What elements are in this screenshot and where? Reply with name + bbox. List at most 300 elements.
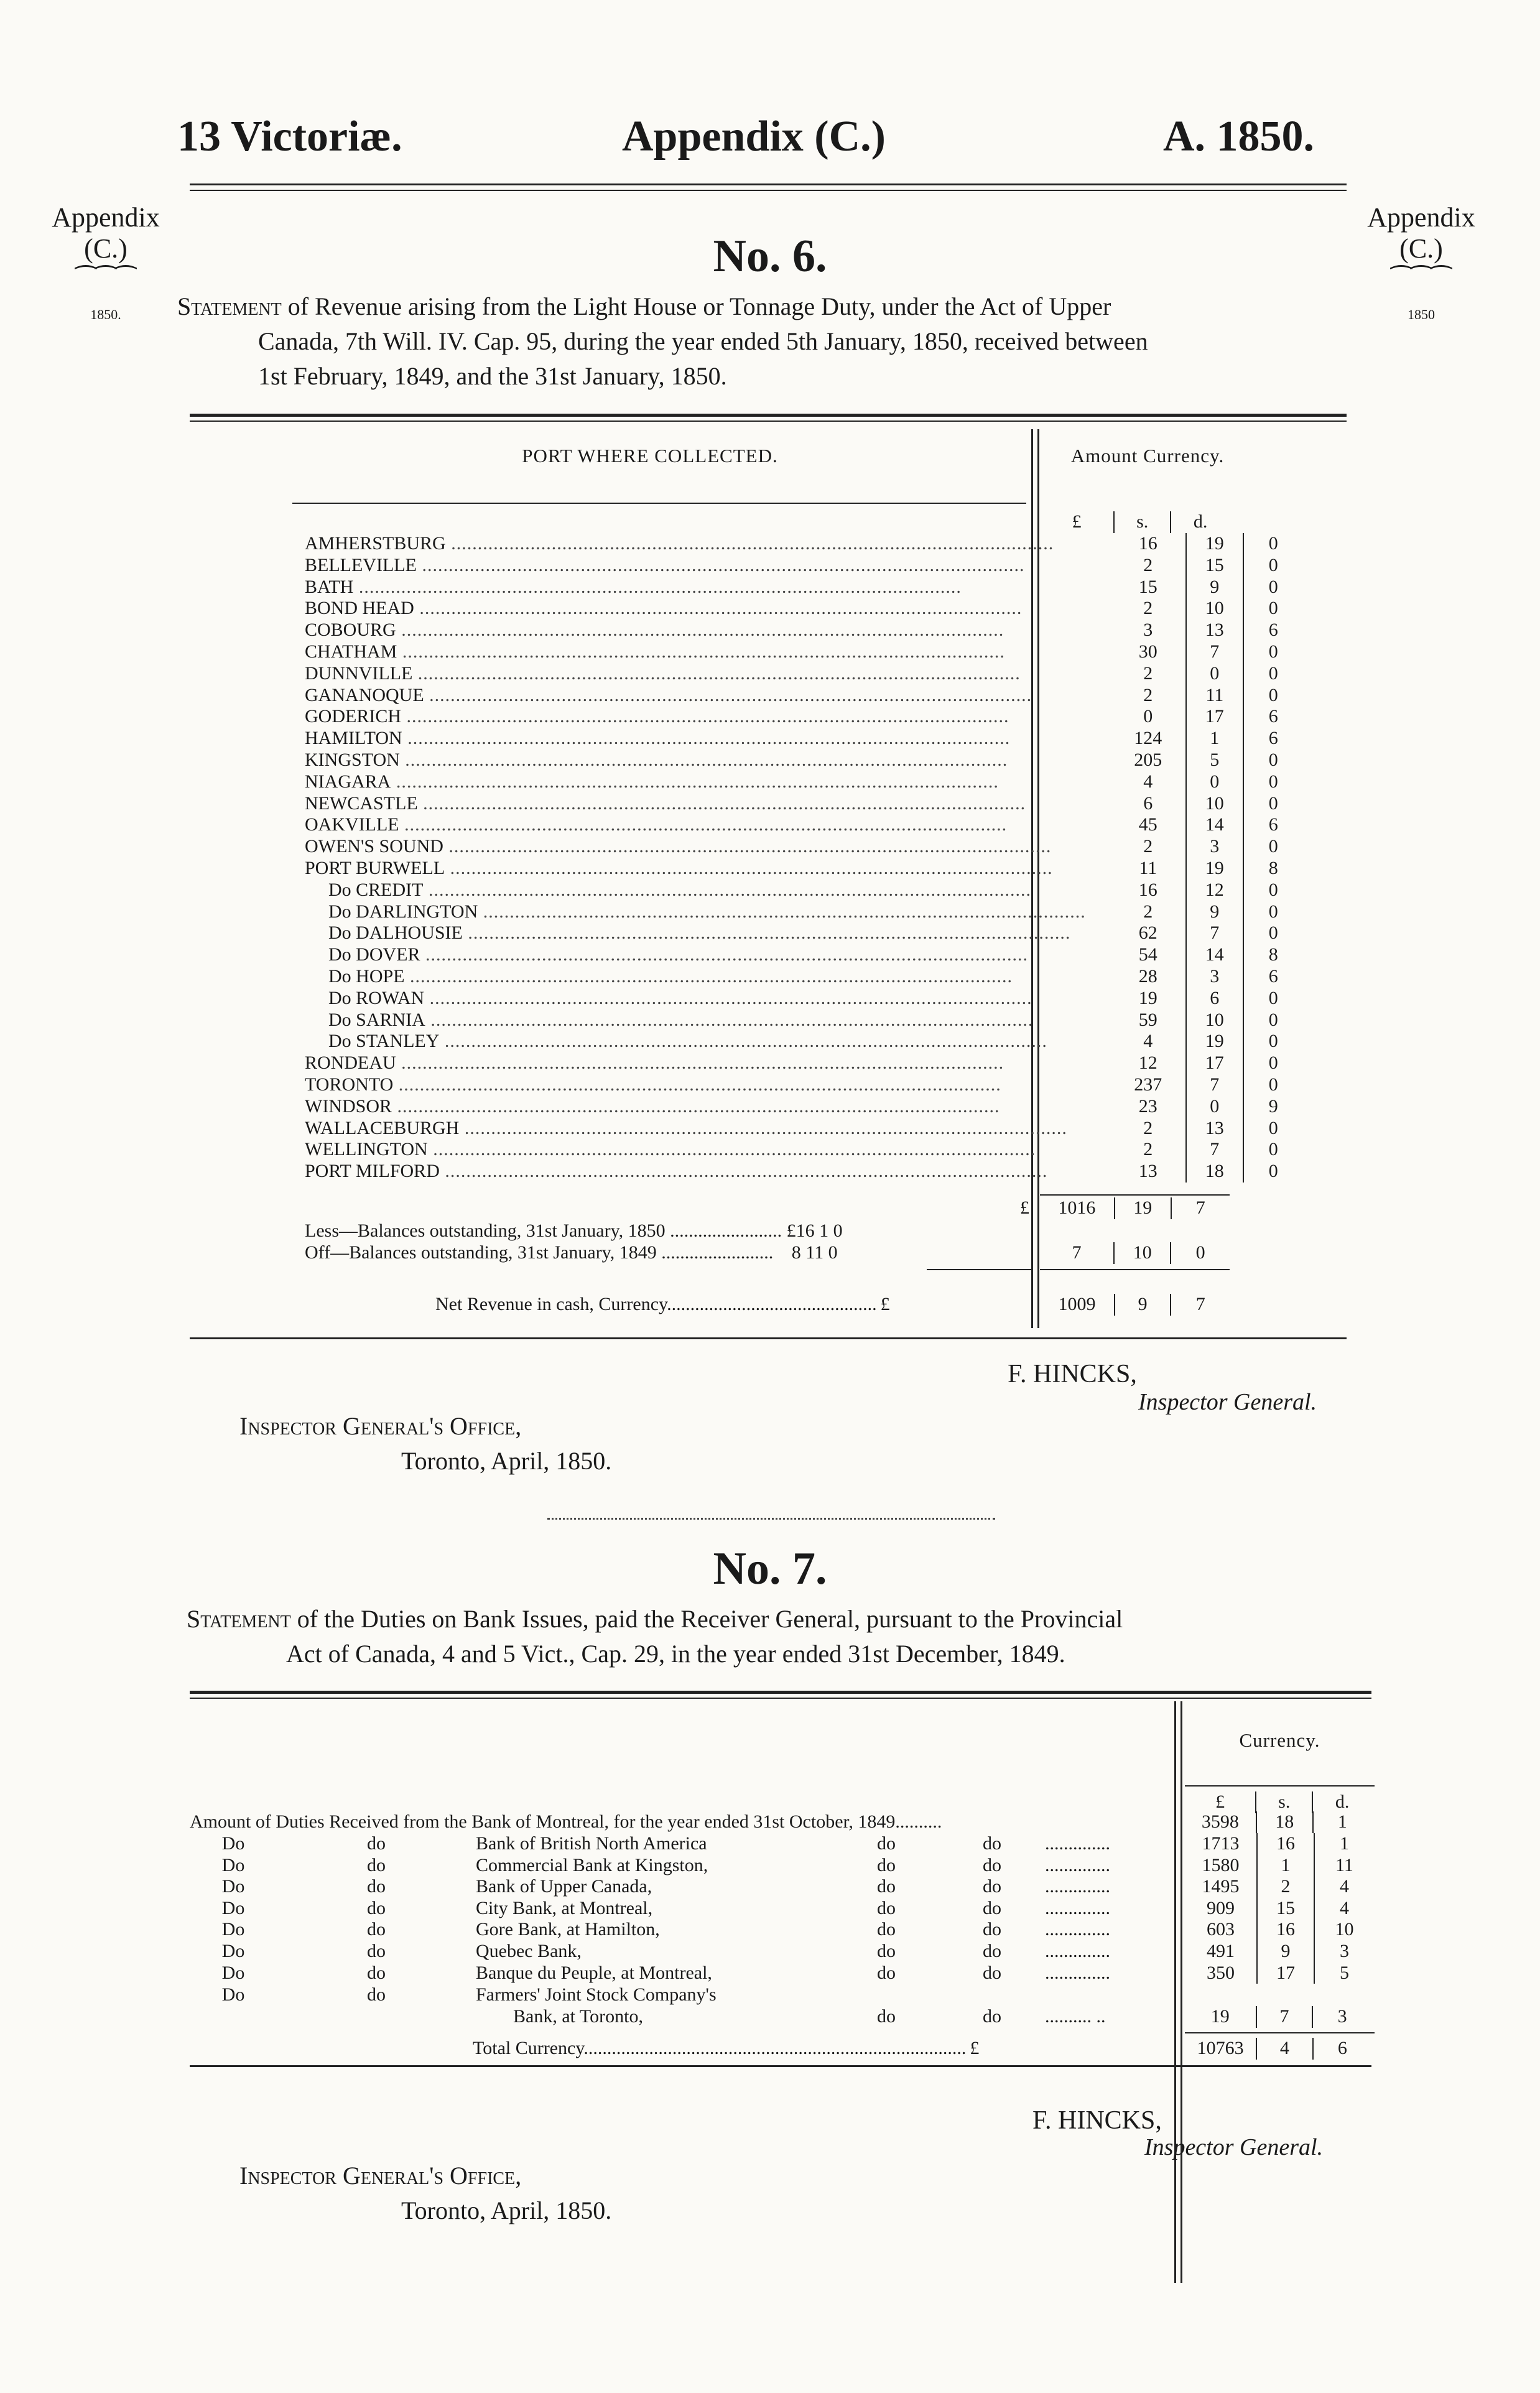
statement7-signature: F. HINCKS, (1032, 2106, 1162, 2135)
port-row (305, 533, 1303, 555)
margin-right-sub: (C.) (1399, 233, 1443, 264)
bank-c1: Do (221, 1962, 245, 1983)
statement7-total-label: Total Currency (473, 2038, 584, 2058)
port-pounds: 11 (1139, 857, 1157, 878)
port-row (305, 598, 1303, 620)
port-name (305, 880, 1086, 901)
statement7-total-symbol: £ (970, 2038, 980, 2058)
leader-dots: .................................................................................................................. (420, 944, 1028, 965)
port-row (305, 771, 1303, 793)
port-shillings: 19 (1186, 1031, 1243, 1052)
port-pounds: 0 (1143, 706, 1153, 727)
port-name (305, 793, 1086, 815)
swash-ornament-icon: ⁀⁀⁀ (75, 266, 136, 294)
bank-row (190, 1898, 1374, 1920)
bank-c5: do (983, 1833, 1001, 1854)
leader-dots: .................................................................................................................. (439, 1031, 1047, 1052)
statement6-caption-line3: 1st February, 1849, and the 31st January, 1850. (258, 362, 727, 390)
port-shillings: 1 (1186, 728, 1243, 750)
leader-dots: .............. (1045, 1940, 1110, 1961)
leader-dots: .................................................................................................................. (401, 706, 1009, 727)
statement7-office-line1: Inspector General's Office, (239, 2162, 522, 2190)
leader-dots: .............. (1045, 1962, 1110, 1983)
less-label: Less—Balances outstanding, 31st January, 1850 (305, 1220, 666, 1241)
port-pence: 0 (1243, 1139, 1303, 1161)
bank-pence: 4 (1314, 1898, 1374, 1920)
leader-dots: .................................................................................................................. (397, 641, 1005, 662)
bank-c5: do (983, 1940, 1001, 1961)
net-label: Net Revenue in cash, Currency (435, 1294, 667, 1314)
statement7-top-rule-thin (190, 1698, 1371, 1699)
port-shillings: 7 (1186, 1139, 1243, 1161)
farmers-line2: Bank, at Toronto, (513, 2005, 643, 2027)
port-shillings: 19 (1186, 533, 1243, 555)
header-rule-thin (190, 190, 1347, 191)
diff-pounds: 7 (1072, 1242, 1082, 1263)
port-name (305, 598, 1086, 620)
port-name (305, 858, 1086, 880)
units-pounds: £ (1072, 511, 1082, 532)
port-name (305, 750, 1086, 771)
port-shillings: 15 (1186, 555, 1243, 577)
statement6-caption (177, 289, 1359, 394)
port-row (305, 858, 1303, 880)
port-shillings: 0 (1186, 1096, 1243, 1118)
bank-montreal-pence: 1 (1313, 1811, 1371, 1833)
bank-c5: do (983, 1919, 1001, 1940)
farmers-line1: Farmers' Joint Stock Company's (476, 1984, 717, 2005)
port-name (305, 1118, 1086, 1140)
total-symbol: £ (1020, 1197, 1029, 1218)
statement7-office-line2: Toronto, April, 1850. (401, 2196, 612, 2224)
port-pence: 0 (1243, 1031, 1303, 1052)
port-name-text: Do SARNIA (328, 1009, 425, 1030)
bank-pounds: 491 (1207, 1940, 1235, 1961)
bank-pounds: 1580 (1202, 1854, 1240, 1875)
port-pence: 0 (1243, 1074, 1303, 1096)
leader-dots: .................................................................................................................. (424, 987, 1032, 1008)
statement7-signature-title: Inspector General. (1144, 2134, 1324, 2160)
port-row (305, 880, 1303, 901)
leader-dots: .............. (1045, 1919, 1110, 1940)
port-row (305, 620, 1303, 641)
port-shillings: 9 (1186, 901, 1243, 923)
port-row (305, 1096, 1303, 1118)
units7-pence: d. (1312, 1791, 1371, 1813)
leader-dots: .................................................................................................................. (402, 728, 1011, 749)
port-shillings: 7 (1186, 641, 1243, 663)
port-name (305, 706, 1086, 728)
port-pence: 0 (1243, 1052, 1303, 1074)
port-row (305, 577, 1303, 598)
statement6-office (239, 1409, 611, 1479)
port-pounds: 237 (1134, 1074, 1162, 1095)
bank-pence: 11 (1314, 1855, 1374, 1877)
bank-farmers-pence: 3 (1312, 2006, 1371, 2028)
bank-row-montreal: Amount of Duties Received from the Bank of Montreal, for the year ended 31st October, 1849.......... (190, 1811, 942, 1832)
bank-c2: do (367, 1897, 386, 1918)
port-pence: 0 (1243, 685, 1303, 707)
port-pounds: 124 (1134, 728, 1162, 749)
leader-dots: .................................................................................................................. (443, 836, 1052, 857)
bank-c2: do (367, 1919, 386, 1940)
port-row (305, 814, 1303, 836)
port-shillings: 0 (1186, 663, 1243, 685)
port-name-text: COBOURG (305, 620, 396, 641)
statement6-col-port: PORT WHERE COLLECTED. (522, 445, 778, 467)
statement6-total (1040, 1197, 1230, 1219)
bank-name: Commercial Bank at Kingston, (476, 1854, 708, 1875)
bank-c5: do (983, 1876, 1001, 1897)
leader-dots: .................................................................................................................. (445, 533, 1054, 554)
port-shillings: 19 (1186, 858, 1243, 880)
port-shillings: 3 (1186, 836, 1243, 858)
port-name-text: PORT BURWELL (305, 857, 445, 878)
bank-pence: 5 (1314, 1963, 1374, 1984)
leader-dots: .................................................................................................................. (399, 814, 1008, 835)
bank-shillings: 15 (1257, 1898, 1314, 1920)
port-name-text: DUNNVILLE (305, 662, 413, 684)
bank-farmers-amount (1185, 2006, 1371, 2028)
bank-montreal-amount (1185, 1811, 1371, 1833)
port-pounds: 205 (1134, 749, 1162, 770)
port-pounds: 62 (1138, 922, 1157, 944)
leader-dots: .............. (1045, 1897, 1110, 1918)
port-name (305, 577, 1086, 598)
bank-pounds: 1495 (1202, 1876, 1240, 1897)
bank-row (190, 1876, 1374, 1898)
statement7-total-pounds: 10763 (1197, 2038, 1244, 2058)
port-name (305, 1139, 1086, 1161)
port-pounds: 45 (1138, 814, 1157, 835)
farmers-c2: do (367, 1984, 386, 2005)
bank-c4: do (877, 1833, 896, 1854)
port-shillings: 10 (1186, 1010, 1243, 1031)
farmers-c1: Do (221, 1984, 245, 2005)
statement7-caption-line1 (187, 1602, 1368, 1637)
margin-right-year: 1850 (1408, 307, 1435, 322)
header-left: 13 Victoriæ. (177, 113, 402, 160)
port-pounds: 2 (1143, 662, 1153, 684)
port-name (305, 966, 1086, 988)
statement6-caption-line1 (177, 289, 1359, 324)
port-name (305, 620, 1086, 641)
port-name (305, 944, 1086, 966)
leader-dots: .................................................................................................................. (445, 857, 1053, 878)
total-pence: 7 (1171, 1197, 1230, 1219)
port-pence: 8 (1243, 858, 1303, 880)
statement6-units (1040, 511, 1230, 533)
swash-ornament-icon: ⁀⁀⁀ (1391, 266, 1452, 294)
port-pounds: 54 (1138, 944, 1157, 965)
farmers-c4: do (877, 2005, 896, 2027)
port-pence: 0 (1243, 598, 1303, 620)
statement7-header-underline (1185, 1785, 1375, 1787)
header-center: Appendix (C.) (622, 113, 886, 160)
bank-row (190, 1833, 1374, 1855)
port-name-text: WALLACEBURGH (305, 1117, 460, 1138)
leader-dots: .............. (1045, 1876, 1110, 1897)
port-pence: 9 (1243, 1096, 1303, 1118)
port-name-text: GANANOQUE (305, 684, 424, 705)
total-shillings: 19 (1115, 1197, 1171, 1219)
leader-dots: .............. (1045, 1833, 1110, 1854)
statement7-units (1185, 1791, 1371, 1813)
port-name-text: PORT MILFORD (305, 1161, 440, 1182)
bank-c4: do (877, 1897, 896, 1918)
port-shillings: 3 (1186, 966, 1243, 988)
port-row (305, 1010, 1303, 1031)
port-name-text: WINDSOR (305, 1095, 392, 1117)
port-pence: 0 (1243, 663, 1303, 685)
port-pence: 6 (1243, 706, 1303, 728)
margin-left-label: Appendix (52, 202, 160, 233)
bank-c1: Do (221, 1876, 245, 1897)
bank-c5: do (983, 1962, 1001, 1983)
port-shillings: 10 (1186, 598, 1243, 620)
port-name-text: Do CREDIT (328, 879, 424, 900)
bank-row (190, 1919, 1374, 1941)
bank-shillings: 9 (1257, 1941, 1314, 1963)
port-name-text: AMHERSTBURG (305, 533, 446, 554)
leader-dots: .................................................................................................................. (478, 901, 1086, 922)
farmers-c5: do (983, 2005, 1001, 2027)
port-name (305, 901, 1086, 923)
less-line: Less—Balances outstanding, 31st January, 1850 ........................ £16 1 0 (305, 1220, 843, 1241)
margin-left-sub: (C.) (84, 233, 128, 264)
port-name-text: BOND HEAD (305, 598, 414, 619)
port-pounds: 2 (1143, 901, 1153, 922)
port-name-text: BATH (305, 576, 354, 597)
port-row (305, 750, 1303, 771)
statement7-caption-lead: Statement (187, 1605, 291, 1633)
net-rule (1040, 1269, 1230, 1270)
port-shillings: 13 (1186, 620, 1243, 641)
bank-c1: Do (221, 1940, 245, 1961)
bank-c2: do (367, 1854, 386, 1875)
port-name-text: Do ROWAN (328, 987, 425, 1008)
statement6-bottom-rule (190, 1337, 1347, 1339)
statement7-caption-line2: Act of Canada, 4 and 5 Vict., Cap. 29, in the year ended 31st December, 1849. (286, 1640, 1065, 1668)
port-row (305, 1161, 1303, 1183)
port-pounds: 2 (1143, 1117, 1153, 1138)
port-shillings: 14 (1186, 944, 1243, 966)
off-amount: 8 11 0 (791, 1242, 838, 1263)
statement7-total-line: Total Currency.................................................................................. £ (473, 2038, 980, 2058)
port-row (305, 706, 1303, 728)
statement6-office-line2: Toronto, April, 1850. (401, 1447, 612, 1475)
leader-dots: .................................................................................................................. (392, 1095, 1000, 1117)
port-row (305, 1052, 1303, 1074)
statement6-top-rule (190, 414, 1347, 417)
leader-dots: .............. (1045, 1854, 1110, 1875)
port-name-text: TORONTO (305, 1074, 394, 1095)
statement7-col-currency: Currency. (1239, 1729, 1320, 1751)
bank-row (190, 1963, 1374, 1984)
bank-pounds: 1713 (1202, 1833, 1240, 1854)
bank-c2: do (367, 1962, 386, 1983)
statement7-number: No. 7. (713, 1543, 827, 1594)
port-name-text: Do STANLEY (328, 1031, 440, 1052)
header-rule (190, 184, 1347, 185)
bank-c2: do (367, 1940, 386, 1961)
bank-c5: do (983, 1854, 1001, 1875)
bank-shillings: 16 (1257, 1833, 1314, 1855)
statement6-number: No. 6. (713, 231, 827, 282)
port-name-text: HAMILTON (305, 728, 402, 749)
bank-pence: 3 (1314, 1941, 1374, 1963)
leader-dots: .................................................................................................................. (353, 576, 962, 597)
port-pounds: 16 (1138, 533, 1157, 554)
bank-pounds: 909 (1207, 1897, 1235, 1918)
port-pounds: 23 (1138, 1095, 1157, 1117)
total-pounds: 1016 (1058, 1197, 1096, 1218)
port-name (305, 771, 1086, 793)
leader-dots: .................................................................................................................. (424, 684, 1032, 705)
leader-dots: .................................................................................................................. (412, 662, 1021, 684)
port-pounds: 28 (1138, 965, 1157, 987)
units7-pounds: £ (1215, 1791, 1225, 1812)
statement6-col-amount: Amount Currency. (1070, 445, 1225, 467)
port-row (305, 555, 1303, 577)
section-divider (547, 1518, 995, 1520)
port-name (305, 1031, 1086, 1052)
port-name-text: NEWCASTLE (305, 792, 418, 814)
leader-dots: .................................................................................................................. (399, 749, 1008, 770)
bank-pence: 1 (1314, 1833, 1374, 1855)
bank-row (190, 1855, 1374, 1877)
port-name-text: OAKVILLE (305, 814, 399, 835)
off-label: Off—Balances outstanding, 31st January, 1849 (305, 1242, 657, 1263)
port-name (305, 814, 1086, 836)
statement6-top-rule-thin (190, 421, 1347, 422)
bank-c4: do (877, 1854, 896, 1875)
port-pence: 6 (1243, 620, 1303, 641)
net-shillings: 9 (1115, 1294, 1171, 1316)
bank-name: City Bank, at Montreal, (476, 1897, 653, 1918)
port-shillings: 13 (1186, 1118, 1243, 1140)
leader-dots: .................................................................................................................. (396, 1052, 1004, 1074)
port-row (305, 793, 1303, 815)
leader-dots: .................................................................................................................. (404, 965, 1013, 987)
port-pounds: 16 (1138, 879, 1157, 900)
statement7-total-shillings: 4 (1256, 2038, 1312, 2060)
port-pence: 0 (1243, 1161, 1303, 1183)
port-row (305, 836, 1303, 858)
port-pence: 0 (1243, 988, 1303, 1010)
leader-dots: .................................................................................................................. (416, 554, 1025, 575)
statement7-caption (187, 1602, 1368, 1671)
bank-shillings: 17 (1257, 1963, 1314, 1984)
port-name-text: KINGSTON (305, 749, 400, 770)
port-pounds: 2 (1143, 836, 1153, 857)
port-row (305, 966, 1303, 988)
port-pence: 0 (1243, 771, 1303, 793)
port-pounds: 13 (1138, 1161, 1157, 1182)
port-pence: 0 (1243, 793, 1303, 815)
port-name (305, 1074, 1086, 1096)
port-pence: 0 (1243, 1118, 1303, 1140)
port-name (305, 533, 1086, 555)
statement6-caption-line2: Canada, 7th Will. IV. Cap. 95, during the year ended 5th January, 1850, received between (258, 327, 1148, 355)
bank-row (190, 1941, 1374, 1963)
bank-name: Banque du Peuple, at Montreal, (476, 1962, 712, 1983)
units-pence: d. (1171, 511, 1230, 533)
port-row (305, 1074, 1303, 1096)
bank-farmers-pounds: 19 (1210, 2006, 1230, 2027)
bank-montreal-label: Amount of Duties Received from the Bank of Montreal, for the year ended 31st October, 1849 (190, 1811, 896, 1832)
leader-dots: .................................................................................................................. (462, 922, 1071, 944)
port-row (305, 1031, 1303, 1052)
port-name-text: Do DOVER (328, 944, 420, 965)
port-name (305, 1161, 1086, 1183)
port-name (305, 663, 1086, 685)
bank-name: Quebec Bank, (476, 1940, 582, 1961)
leader-dots: .................................................................................................................. (391, 771, 999, 792)
port-pounds: 4 (1143, 1031, 1153, 1052)
statement6-caption-lead: Statement (177, 292, 282, 320)
statement7-bank-table (190, 1833, 1374, 1984)
port-name-text: OWEN'S SOUND (305, 836, 443, 857)
port-shillings: 12 (1186, 880, 1243, 901)
bank-pence: 4 (1314, 1876, 1374, 1898)
bank-c2: do (367, 1876, 386, 1897)
port-shillings: 7 (1186, 922, 1243, 944)
bank-shillings: 2 (1257, 1876, 1314, 1898)
port-shillings: 5 (1186, 750, 1243, 771)
leader-dots: .................................................................................................................. (427, 1139, 1036, 1160)
leader-dots: .................................................................................................................. (414, 598, 1023, 619)
port-row (305, 728, 1303, 750)
port-pounds: 19 (1138, 987, 1157, 1008)
port-row (305, 641, 1303, 663)
port-pence: 8 (1243, 944, 1303, 966)
port-shillings: 17 (1186, 1052, 1243, 1074)
port-name (305, 685, 1086, 707)
margin-left-year: 1850. (90, 307, 121, 322)
less-off-rule (927, 1269, 1032, 1270)
bank-montreal-shillings: 18 (1256, 1811, 1313, 1833)
port-pounds: 2 (1143, 684, 1153, 705)
units7-shillings: s. (1256, 1791, 1312, 1813)
port-name (305, 836, 1086, 858)
port-pence: 6 (1243, 814, 1303, 836)
port-row (305, 922, 1303, 944)
port-pence: 6 (1243, 966, 1303, 988)
bank-montreal-pounds: 3598 (1201, 1811, 1239, 1832)
bank-c5: do (983, 1897, 1001, 1918)
net-pounds: 1009 (1058, 1294, 1096, 1314)
port-row (305, 685, 1303, 707)
bank-name: Bank of Upper Canada, (476, 1876, 652, 1897)
leader-dots: .................................................................................................................. (439, 1161, 1048, 1182)
less-amount: £16 1 0 (786, 1220, 843, 1241)
statement7-total-pence: 6 (1313, 2038, 1371, 2060)
port-pence: 0 (1243, 922, 1303, 944)
bank-c4: do (877, 1919, 896, 1940)
port-name (305, 1010, 1086, 1031)
leader-dots: .................................................................................................................. (459, 1117, 1067, 1138)
port-shillings: 9 (1186, 577, 1243, 598)
leader-dots: .................................................................................................................. (423, 879, 1031, 900)
net-line: Net Revenue in cash, Currency............................................. £ (435, 1294, 890, 1314)
statement6-office-line1: Inspector General's Office, (239, 1412, 522, 1440)
header-right: A. 1850. (1163, 113, 1315, 160)
bank-name: Bank of British North America (476, 1833, 707, 1854)
port-name-text: NIAGARA (305, 771, 391, 792)
port-name (305, 922, 1086, 944)
port-pounds: 6 (1143, 792, 1153, 814)
